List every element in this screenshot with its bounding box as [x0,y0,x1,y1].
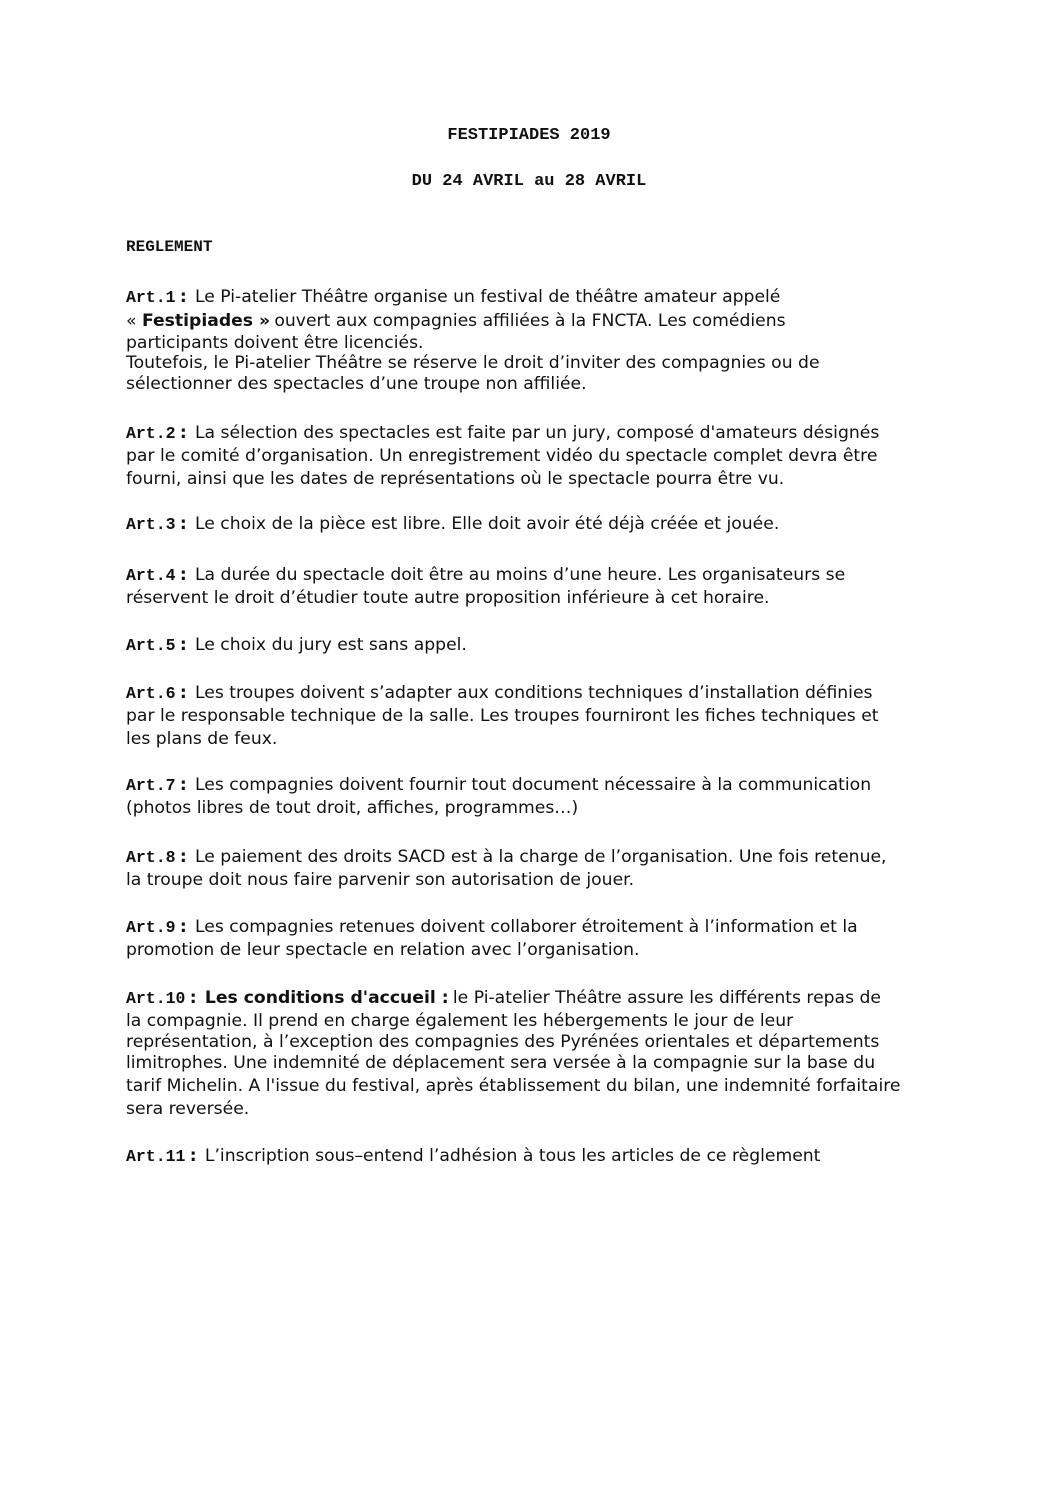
article-text: sera reversée. [126,1099,250,1119]
article-text: réservent le droit d’étudier toute autre proposition inférieure à cet horaire. [126,588,770,608]
article-emphasis: Les conditions d'accueil : [204,988,449,1008]
article-colon: : [179,847,187,867]
document-title: FESTIPIADES 2019 [447,126,611,145]
article-text: ouvert aux compagnies affiliées à la FNCTA. Les comédiens [274,311,786,331]
festival-name: Festipiades » [141,311,271,331]
article-label: Art.10 [126,989,186,1008]
article-text: L’inscription sous–entend l’adhésion à tous les articles de ce règlement [204,1146,821,1166]
article-label: Art.3 [126,515,176,534]
article-text: tarif Michelin. A l'issue du festival, après établissement du bilan, une indemnité forfaitaire [126,1076,901,1096]
article-colon: : [179,423,187,443]
article-11 [126,1144,941,1168]
document-dates: DU 24 AVRIL au 28 AVRIL [411,172,647,191]
article-colon: : [179,565,187,585]
article-9 [126,915,941,962]
article-text: la troupe doit nous faire parvenir son autorisation de jouer. [126,870,635,890]
article-text: par le comité d’organisation. Un enregistrement vidéo du spectacle complet devra être [126,446,878,466]
article-colon: : [179,287,187,307]
article-text: fourni, ainsi que les dates de représentations où le spectacle pourra être vu. [126,469,785,489]
article-text: Les compagnies doivent fournir tout document nécessaire à la communication [194,775,872,795]
article-10 [126,986,941,1121]
article-colon: : [189,988,197,1008]
article-text: Le choix du jury est sans appel. [194,635,467,655]
article-label: Art.11 [126,1147,186,1166]
article-6 [126,681,941,751]
article-5 [126,633,941,657]
article-label: Art.6 [126,684,176,703]
article-label: Art.1 [126,288,176,307]
article-2 [126,421,941,491]
article-label: Art.9 [126,918,176,937]
article-colon: : [179,775,187,795]
article-text: (photos libres de tout droit, affiches, programmes…) [126,798,579,818]
article-label: Art.5 [126,636,176,655]
article-text: sélectionner des spectacles d’une troupe non affiliée. [126,374,587,394]
article-text: Les compagnies retenues doivent collaborer étroitement à l’information et la [194,917,858,937]
article-1 [126,285,941,396]
article-text: représentation, à l’exception des compagnies des Pyrénées orientales et départements [126,1032,880,1052]
article-text: Le paiement des droits SACD est à la charge de l’organisation. Une fois retenue, [194,847,887,867]
article-text: La sélection des spectacles est faite par un jury, composé d'amateurs désignés [194,423,880,443]
article-colon: : [179,514,187,534]
article-text: limitrophes. Une indemnité de déplacement sera versée à la compagnie sur la base du [126,1053,876,1073]
article-text: La durée du spectacle doit être au moins d’une heure. Les organisateurs se [194,565,846,585]
article-text: participants doivent être licenciés. [126,333,424,353]
article-text: les plans de feux. [126,729,278,749]
article-label: Art.7 [126,776,176,795]
quote-open: « [126,311,142,331]
section-heading: REGLEMENT [126,238,213,256]
article-colon: : [179,635,187,655]
article-label: Art.8 [126,848,176,867]
article-text: par le responsable technique de la salle. Les troupes fourniront les fiches techniques et [126,706,879,726]
article-colon: : [189,1146,197,1166]
article-label: Art.2 [126,424,176,443]
article-text: promotion de leur spectacle en relation avec l’organisation. [126,940,640,960]
article-7 [126,773,941,820]
article-3 [126,512,941,536]
article-colon: : [179,917,187,937]
article-text: la compagnie. Il prend en charge également les hébergements le jour de leur [126,1011,794,1031]
article-colon: : [179,683,187,703]
article-label: Art.4 [126,566,176,585]
article-text: Toutefois, le Pi-atelier Théâtre se réserve le droit d’inviter des compagnies ou de [126,353,820,373]
article-4 [126,563,941,610]
article-text: Le Pi-atelier Théâtre organise un festival de théâtre amateur appelé [194,287,781,307]
article-8 [126,845,941,892]
article-text: Les troupes doivent s’adapter aux conditions techniques d’installation définies [194,683,873,703]
article-text: le Pi-atelier Théâtre assure les différents repas de [452,988,881,1008]
article-text: Le choix de la pièce est libre. Elle doit avoir été déjà créée et jouée. [194,514,780,534]
